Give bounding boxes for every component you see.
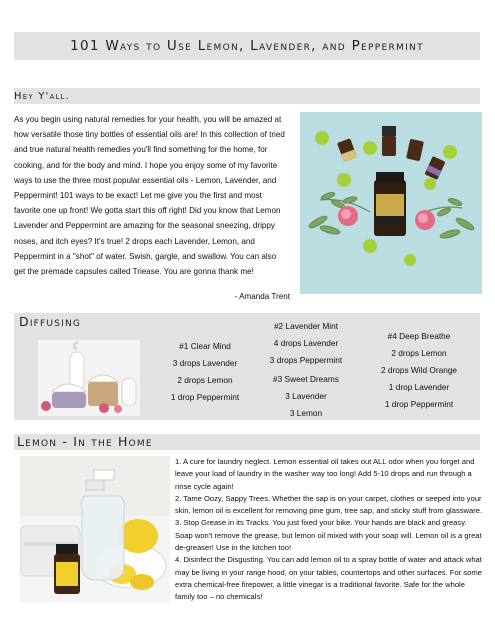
recipe-name: #1 Clear Mind [179, 341, 231, 351]
diffuser-photo [38, 340, 140, 416]
recipe-line: 1 drop Lavender [388, 382, 450, 392]
recipe-line: 4 drops Lavender [273, 338, 339, 348]
essential-oils-photo [300, 112, 482, 294]
recipe-name: #2 Lavender Mint [273, 321, 339, 331]
tip-item: 3. Stop Grease in its Tracks. You just fixed your bike. Your hands are black and greasy. Soap won't remove the grease, but lemon oil mixed with your soap will. Lemon oil is a great de-greaser! Use in the kitchen too! [175, 518, 482, 553]
recipe-line: 3 Lemon [289, 408, 323, 418]
recipe-line: 3 drops Lavender [172, 358, 238, 368]
lemon-cleaning-photo [20, 456, 170, 602]
recipe-sweet-dreams [250, 371, 362, 422]
recipe-line: 2 drops Lemon [391, 348, 447, 358]
recipe-line: 1 drop Peppermint [170, 392, 240, 402]
tip-item: 1. A cure for laundry neglect. Lemon essential oil takes out ALL odor when you forget and leave your load of laundry in the washer way too long! Add 5-10 drops and run through a rinse cycle again! [175, 457, 475, 491]
signature: - Amanda Trent [234, 292, 290, 301]
recipe-line: 1 drop Peppermint [384, 399, 454, 409]
page-title: 101 Ways to Use Lemon, Lavender, and Peppermint [70, 38, 424, 54]
recipe-deep-breathe [360, 328, 478, 413]
tip-item: 2. Tame Oozy, Sappy Trees. Whether the sap is on your carpet, clothes or seeped into your skin, lemon oil is excellent for removing pine gum, tree sap, and sticky stuff from glassware. [175, 493, 483, 516]
recipe-name: #4 Deep Breathe [387, 331, 451, 341]
recipe-clear-mind [150, 338, 260, 406]
intro-heading: Hey Y'all. [14, 91, 71, 102]
intro-text: As you begin using natural remedies for your health, you will be amazed at how versatile those tiny bottles of essential oils are! In this collection of tried and true natural health remedies you'll find something for the home, for cooking, and for the body and mind. I hope you enjoy some of my favorite ways to use the three most popular essential oils - Lemon, Lavender, and Peppermint! 101 ways to be exact! Let me give you the first and most favorite one up front! We gotta start this off right! Did you know that Lemon Lavender and Peppermint are amazing for the seasonal sneezing, drippy noses, and itch eyes? It's true! 2 drops each Lavender, Lemon, and Peppermint in a "shot" of water. Swish, gargle, and swallow. You can also get the premade capsules called Triease. You are gonna thank me! [14, 115, 285, 277]
recipe-line: 2 drops Lemon [177, 375, 233, 385]
tip-item: 4. Disinfect the Disgusting. You can add lemon oil to a spray bottle of water and attack what may be living in your range hood, on your tables, countertops and other surfaces. For some extra chemical-free firepower, a little vinegar is a traditional favorite. Safe for the whole family too – no chemicals! [175, 555, 482, 602]
lemon-heading: Lemon - In the Home [17, 434, 153, 449]
diffusing-heading: Diffusing [19, 314, 82, 329]
intro-band [14, 88, 480, 104]
lemon-tips-list [175, 456, 483, 604]
recipe-line: 2 drops Wild Orange [380, 365, 458, 375]
recipe-name: #3 Sweet Dreams [273, 374, 339, 384]
recipe-line: 3 drops Peppermint [269, 355, 343, 365]
recipe-line: 3 Lavender [285, 391, 327, 401]
recipe-lavender-mint [250, 318, 362, 369]
